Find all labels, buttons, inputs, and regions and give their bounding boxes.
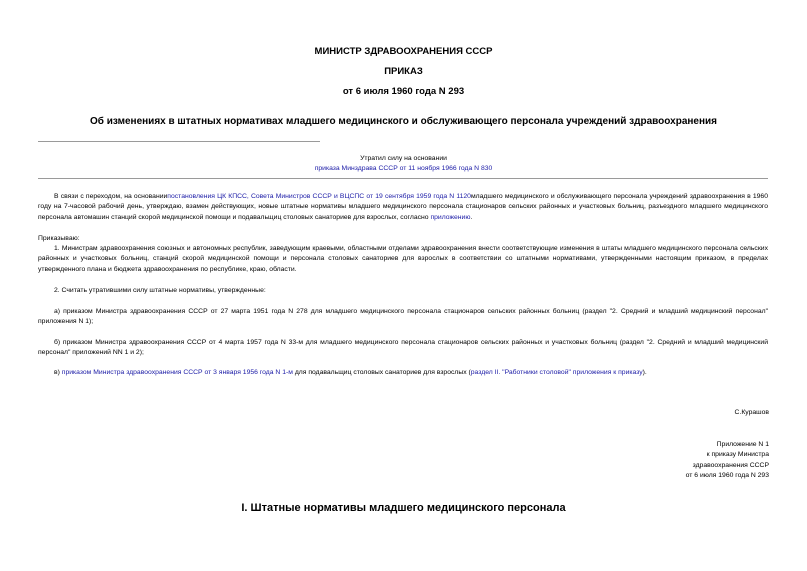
appendix-line-4: от 6 июля 1960 года N 293 xyxy=(685,472,769,480)
annulment-link[interactable]: приказа Минздрава СССР от 11 ноября 1966 года N 830 xyxy=(314,165,493,172)
annulment-text: Утратил силу на основании xyxy=(360,155,447,162)
item-a: а) приказом Министра здравоохранения СССР от 27 марта 1951 года N 278 для младшего медицинского персонала стационаров сельских районных больниц (раздел "2. Средний и младший медицинский персонал" приложения N 1); xyxy=(38,308,768,326)
page-title: Об изменениях в штатных нормативах младшего медицинского и обслуживающего персонала учреждений здравоохранения xyxy=(89,116,718,127)
item-c-label: в) xyxy=(54,369,60,376)
item-c-end: ). xyxy=(642,369,647,376)
appendix-line-1: Приложение N 1 xyxy=(716,441,769,448)
appendix-line-2: к приказу Министра xyxy=(706,451,769,459)
intro-paragraph xyxy=(38,192,768,223)
item-c xyxy=(38,368,768,378)
appendix-link[interactable]: приложению xyxy=(430,213,471,221)
doc-type-heading: ПРИКАЗ xyxy=(384,66,423,77)
ministry-heading: МИНИСТР ЗДРАВООХРАНЕНИЯ СССР xyxy=(314,46,493,57)
appendix-line-3: здравоохранения СССР xyxy=(692,461,769,469)
order-label: Приказываю: xyxy=(38,235,80,242)
item-2: 2. Считать утратившими силу штатные нормативы, утвержденные: xyxy=(54,287,266,294)
appendix-block xyxy=(686,440,769,482)
divider-short xyxy=(38,141,320,142)
item-1: 1. Министрам здравоохранения союзных и автономных республик, заведующим краевыми, областными отделами здравоохранения внести соответствующие изменения в штаты младшего медицинского персонала сельских районных и участковых больниц, станций скорой медицинской помощи и персонала столовых санаториев для взрослых в соответствии со штатными нормативами, утвержденными настоящим приказом, в пределах утвержденного плана и бюджета здравоохранения по республике, краю, области. xyxy=(38,245,768,273)
order-1956-link[interactable]: приказом Министра здравоохранения СССР от 3 января 1956 года N 1-м xyxy=(61,369,293,376)
date-number: от 6 июля 1960 года N 293 xyxy=(342,86,465,97)
section-ii-link[interactable]: раздел II. "Работники столовой" приложения к приказу xyxy=(470,369,643,376)
intro-end: . xyxy=(470,213,473,221)
annulment-link-wrap xyxy=(0,164,807,174)
item-b: б) приказом Министра здравоохранения СССР от 4 марта 1957 года N 33-м для младшего медицинского персонала стационаров сельских районных и участковых больниц (раздел "2. Средний и младший медицинский персонал" приложений NN 1 и 2); xyxy=(38,339,768,357)
section-title: I. Штатные нормативы младшего медицинского персонала xyxy=(241,502,566,514)
intro-text-2: младшего медицинского и обслуживающего персонала учреждений здравоохранения в 1960 году на 7-часовой рабочий день, утверждаю, взамен действующих, новые штатные нормативы младшего медицинского персонала стационаров сельских районных и участковых больниц, разъездного младшего медицинского персонала автомашин станций скорой медицинской помощи и подавальщиц столовых санаториев для взрослых, согласно xyxy=(38,193,768,221)
signature: С.Курашов xyxy=(734,409,769,416)
item-c-text: для подавальщиц столовых санаториев для взрослых ( xyxy=(294,369,471,376)
resolution-link[interactable]: постановления ЦК КПСС, Совета Министров СССР и ВЦСПС от 19 сентября 1959 года N 1120 xyxy=(167,193,471,200)
intro-text-1: В связи с переходом, на основании xyxy=(54,193,168,200)
divider-full xyxy=(38,178,768,179)
